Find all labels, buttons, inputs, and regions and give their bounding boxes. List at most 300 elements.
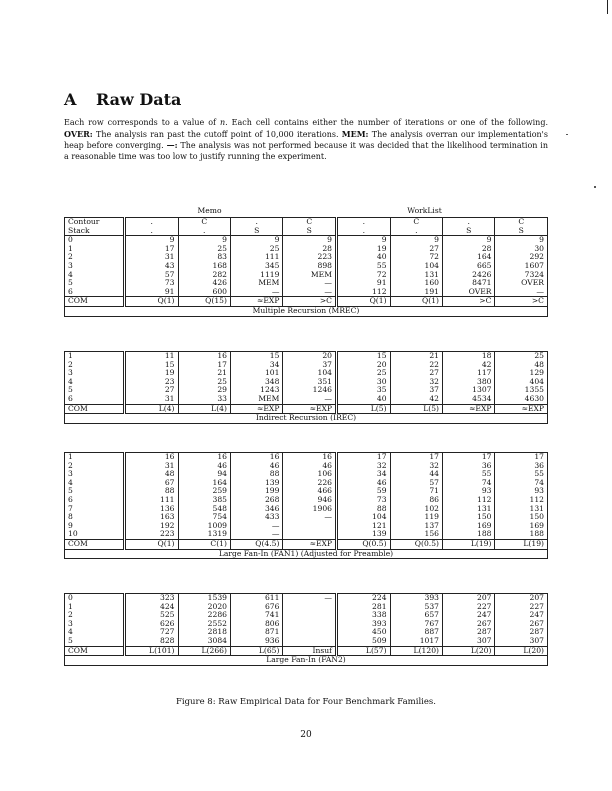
- cell: 72: [337, 271, 391, 280]
- cell: 2552: [178, 620, 230, 629]
- cell: 767: [390, 620, 442, 629]
- cell: 28: [283, 245, 337, 254]
- cell: 9: [390, 236, 442, 245]
- cell: 611: [230, 594, 282, 603]
- group-header-row: [64, 207, 548, 216]
- cell: 160: [390, 279, 442, 288]
- cell: 537: [390, 603, 442, 612]
- table-row: [65, 611, 548, 620]
- cell: 25: [230, 245, 282, 254]
- cell: 22: [390, 361, 442, 370]
- table-mrec-body: [64, 217, 548, 317]
- cell: 466: [283, 487, 337, 496]
- cell: 106: [283, 470, 337, 479]
- cell: 164: [178, 479, 230, 488]
- table-caption-row: [65, 414, 548, 424]
- cell: 323: [124, 594, 178, 603]
- row-label: 3: [65, 262, 125, 271]
- header-row-stack: Stack . . S S . . S S: [65, 227, 548, 236]
- cell: 227: [443, 603, 495, 612]
- cell: 380: [443, 378, 495, 387]
- cell: ≈EXP: [443, 404, 495, 414]
- scan-speck: [594, 186, 596, 188]
- cell: 727: [124, 628, 178, 637]
- cell: 348: [230, 378, 282, 387]
- cell: 46: [230, 462, 282, 471]
- group-worklist: WorkList: [407, 206, 442, 215]
- cell: 1539: [178, 594, 230, 603]
- cell: ≈EXP: [283, 539, 337, 549]
- cell: 665: [443, 262, 495, 271]
- cell: 55: [495, 470, 548, 479]
- row-label: COM: [65, 404, 125, 414]
- cell: 29: [178, 386, 230, 395]
- cell: 27: [124, 386, 178, 395]
- cell: 223: [124, 530, 178, 539]
- table-row: [65, 395, 548, 404]
- table-caption-row: [65, 656, 548, 666]
- row-label: 4: [65, 271, 125, 280]
- cell: 450: [337, 628, 391, 637]
- cell: 15: [230, 352, 282, 361]
- cell: >C: [283, 297, 337, 307]
- mem-term: MEM:: [341, 128, 369, 139]
- cell: 150: [495, 513, 548, 522]
- cell: 17: [390, 453, 442, 462]
- cell: 44: [390, 470, 442, 479]
- cell: 104: [390, 262, 442, 271]
- cell: 93: [443, 487, 495, 496]
- table-caption: Multiple Recursion (MREC): [65, 306, 548, 316]
- cell: 15: [124, 361, 178, 370]
- cell: 1119: [230, 271, 282, 280]
- cell: 136: [124, 505, 178, 514]
- cell: 74: [495, 479, 548, 488]
- table-caption-row: [65, 549, 548, 559]
- cell: Q(15): [178, 297, 230, 307]
- cell: 36: [443, 462, 495, 471]
- row-label: 5: [65, 386, 125, 395]
- cell: 393: [390, 594, 442, 603]
- cell: 247: [495, 611, 548, 620]
- cell: 2286: [178, 611, 230, 620]
- cell: 30: [495, 245, 548, 254]
- cell: [283, 637, 337, 646]
- cell: 121: [337, 522, 391, 531]
- cell: 46: [283, 462, 337, 471]
- row-label: 0: [65, 236, 125, 245]
- cell: 55: [443, 470, 495, 479]
- cell: 37: [390, 386, 442, 395]
- cell: 40: [337, 253, 391, 262]
- cell: 307: [443, 637, 495, 646]
- cell: 1307: [443, 386, 495, 395]
- cell: 191: [390, 288, 442, 297]
- cell: 20: [283, 352, 337, 361]
- intro-paragraph: Each row corresponds to a value of n. Each cell contains either the number of iterations or one of the following. OVER: The analysis ran past the cutoff point of 10,000 iterations. MEM: The analysis overran our implementation's heap before converging. —: The analysis was not performed because it was decided that the likelihood termination in a reasonable time was too low to justify running the experiment.: [64, 118, 549, 161]
- cell: 8471: [443, 279, 495, 288]
- cell: Q(1): [124, 297, 178, 307]
- cell: Q(0.5): [337, 539, 391, 549]
- cell: 525: [124, 611, 178, 620]
- cell: 267: [495, 620, 548, 629]
- page-number: 20: [300, 730, 312, 740]
- cell: 112: [495, 496, 548, 505]
- cell: 199: [230, 487, 282, 496]
- cell: 169: [495, 522, 548, 531]
- cell: 247: [443, 611, 495, 620]
- cell: 72: [390, 253, 442, 262]
- cell: 259: [178, 487, 230, 496]
- cell: 25: [178, 245, 230, 254]
- cell: 828: [124, 637, 178, 646]
- cell: 871: [230, 628, 282, 637]
- cell: 74: [443, 479, 495, 488]
- cell: 1009: [178, 522, 230, 531]
- com-row: [65, 539, 548, 549]
- row-label: 1: [65, 603, 125, 612]
- cell: 424: [124, 603, 178, 612]
- cell: —: [230, 288, 282, 297]
- table-row: [65, 637, 548, 646]
- cell: —: [230, 530, 282, 539]
- cell: 1906: [283, 505, 337, 514]
- table-fan1: [64, 452, 548, 559]
- row-label: 9: [65, 522, 125, 531]
- table-row: [65, 522, 548, 531]
- page-edge-mark: [607, 0, 608, 14]
- cell: 4534: [443, 395, 495, 404]
- cell: —: [283, 279, 337, 288]
- cell: Q(0.5): [390, 539, 442, 549]
- cell: L(65): [230, 646, 282, 656]
- com-row: [65, 297, 548, 307]
- cell: 17: [337, 453, 391, 462]
- cell: 42: [443, 361, 495, 370]
- cell: —: [495, 288, 548, 297]
- cell: 946: [283, 496, 337, 505]
- cell: OVER: [443, 288, 495, 297]
- cell: 129: [495, 369, 548, 378]
- cell: 1243: [230, 386, 282, 395]
- cell: MEM: [283, 271, 337, 280]
- cell: 131: [495, 505, 548, 514]
- table-row: [65, 352, 548, 361]
- cell: 88: [337, 505, 391, 514]
- cell: L(5): [390, 404, 442, 414]
- cell: 16: [178, 352, 230, 361]
- cell: 91: [337, 279, 391, 288]
- cell: 67: [124, 479, 178, 488]
- cell: 16: [283, 453, 337, 462]
- cell: 25: [178, 378, 230, 387]
- cell: [283, 603, 337, 612]
- cell: 267: [443, 620, 495, 629]
- table-row: [65, 479, 548, 488]
- cell: 9: [230, 236, 282, 245]
- cell: 404: [495, 378, 548, 387]
- cell: 150: [443, 513, 495, 522]
- cell: 111: [124, 496, 178, 505]
- cell: ≈EXP: [283, 404, 337, 414]
- cell: 73: [337, 496, 391, 505]
- cell: —: [283, 288, 337, 297]
- cell: 33: [178, 395, 230, 404]
- cell: 137: [390, 522, 442, 531]
- cell: [283, 611, 337, 620]
- cell: L(5): [337, 404, 391, 414]
- cell: 11: [124, 352, 178, 361]
- cell: 188: [495, 530, 548, 539]
- cell: L(4): [178, 404, 230, 414]
- cell: 37: [283, 361, 337, 370]
- cell: [283, 522, 337, 531]
- row-label: COM: [65, 646, 125, 656]
- row-label: 6: [65, 288, 125, 297]
- cell: 9: [443, 236, 495, 245]
- row-label: 3: [65, 620, 125, 629]
- table-row: [65, 253, 548, 262]
- table-row: [65, 496, 548, 505]
- cell: 48: [124, 470, 178, 479]
- cell: 21: [178, 369, 230, 378]
- table-row: [65, 620, 548, 629]
- table-row: [65, 462, 548, 471]
- cell: —: [230, 522, 282, 531]
- cell: 287: [495, 628, 548, 637]
- cell: 16: [124, 453, 178, 462]
- table-row: [65, 453, 548, 462]
- cell: 192: [124, 522, 178, 531]
- cell: 741: [230, 611, 282, 620]
- cell: Q(1): [390, 297, 442, 307]
- cell: 57: [124, 271, 178, 280]
- cell: L(266): [178, 646, 230, 656]
- cell: 169: [443, 522, 495, 531]
- cell: 2818: [178, 628, 230, 637]
- cell: 657: [390, 611, 442, 620]
- cell: 1017: [390, 637, 442, 646]
- row-label: 10: [65, 530, 125, 539]
- header-row-contour: Contour . C . C . C . C: [65, 218, 548, 227]
- cell: 1319: [178, 530, 230, 539]
- cell: 117: [443, 369, 495, 378]
- cell: 9: [124, 236, 178, 245]
- table-row: [65, 513, 548, 522]
- cell: 34: [337, 470, 391, 479]
- cell: 345: [230, 262, 282, 271]
- table-irec: [64, 351, 548, 424]
- cell: 57: [390, 479, 442, 488]
- cell: 509: [337, 637, 391, 646]
- cell: 224: [337, 594, 391, 603]
- row-label: COM: [65, 297, 125, 307]
- cell: —: [283, 513, 337, 522]
- cell: 18: [443, 352, 495, 361]
- cell: 17: [443, 453, 495, 462]
- over-term: OVER:: [64, 128, 93, 139]
- cell: 548: [178, 505, 230, 514]
- cell: 111: [230, 253, 282, 262]
- cell: MEM: [230, 279, 282, 288]
- row-label: 5: [65, 637, 125, 646]
- cell: 104: [283, 369, 337, 378]
- cell: 9: [283, 236, 337, 245]
- cell: 754: [178, 513, 230, 522]
- cell: L(120): [390, 646, 442, 656]
- cell: 2020: [178, 603, 230, 612]
- cell: 385: [178, 496, 230, 505]
- cell: 94: [178, 470, 230, 479]
- cell: >C: [443, 297, 495, 307]
- row-label: 1: [65, 352, 125, 361]
- cell: 1355: [495, 386, 548, 395]
- cell: L(20): [495, 646, 548, 656]
- cell: 93: [495, 487, 548, 496]
- section-heading: [64, 90, 181, 109]
- cell: 287: [443, 628, 495, 637]
- cell: —: [283, 594, 337, 603]
- cell: 34: [230, 361, 282, 370]
- cell: L(101): [124, 646, 178, 656]
- row-label: COM: [65, 539, 125, 549]
- cell: 23: [124, 378, 178, 387]
- cell: 32: [390, 378, 442, 387]
- cell: 31: [124, 395, 178, 404]
- cell: Q(4.5): [230, 539, 282, 549]
- cell: 3084: [178, 637, 230, 646]
- cell: ≈EXP: [230, 404, 282, 414]
- cell: 223: [283, 253, 337, 262]
- scan-speck: [566, 134, 568, 135]
- cell: OVER: [495, 279, 548, 288]
- row-label: 7: [65, 505, 125, 514]
- cell: ≈EXP: [495, 404, 548, 414]
- cell: 9: [337, 236, 391, 245]
- cell: 91: [124, 288, 178, 297]
- cell: 163: [124, 513, 178, 522]
- table-row: [65, 603, 548, 612]
- table-row: [65, 505, 548, 514]
- cell: 7324: [495, 271, 548, 280]
- cell: 887: [390, 628, 442, 637]
- cell: 207: [495, 594, 548, 603]
- cell: 71: [390, 487, 442, 496]
- row-label: 6: [65, 395, 125, 404]
- cell: 17: [178, 361, 230, 370]
- cell: 83: [178, 253, 230, 262]
- cell: Insuf: [283, 646, 337, 656]
- cell: 46: [178, 462, 230, 471]
- table-caption: Large Fan-In (FAN2): [65, 656, 548, 666]
- cell: L(4): [124, 404, 178, 414]
- cell: 164: [443, 253, 495, 262]
- cell: —: [283, 395, 337, 404]
- cell: 281: [337, 603, 391, 612]
- group-memo: Memo: [197, 206, 222, 215]
- cell: 101: [230, 369, 282, 378]
- row-label: 4: [65, 628, 125, 637]
- cell: 27: [390, 245, 442, 254]
- cell: 393: [337, 620, 391, 629]
- cell: 307: [495, 637, 548, 646]
- cell: 119: [390, 513, 442, 522]
- dash-term: —:: [166, 140, 178, 150]
- cell: 168: [178, 262, 230, 271]
- cell: 227: [495, 603, 548, 612]
- table-row: [65, 369, 548, 378]
- cell: 4630: [495, 395, 548, 404]
- cell: 43: [124, 262, 178, 271]
- cell: 32: [390, 462, 442, 471]
- cell: 104: [337, 513, 391, 522]
- section-title: Raw Data: [96, 90, 182, 109]
- cell: 27: [390, 369, 442, 378]
- cell: 131: [390, 271, 442, 280]
- cell: 28: [443, 245, 495, 254]
- cell: ≈EXP: [230, 297, 282, 307]
- cell: 31: [124, 253, 178, 262]
- cell: 48: [495, 361, 548, 370]
- cell: 9: [495, 236, 548, 245]
- row-label: 6: [65, 496, 125, 505]
- cell: 40: [337, 395, 391, 404]
- cell: 46: [337, 479, 391, 488]
- cell: 21: [390, 352, 442, 361]
- cell: 102: [390, 505, 442, 514]
- cell: 426: [178, 279, 230, 288]
- row-label: 3: [65, 369, 125, 378]
- cell: C(1): [178, 539, 230, 549]
- table-fan2: [64, 593, 548, 666]
- cell: 42: [390, 395, 442, 404]
- cell: MEM: [230, 395, 282, 404]
- cell: 19: [337, 245, 391, 254]
- row-label: 4: [65, 479, 125, 488]
- cell: 676: [230, 603, 282, 612]
- cell: >C: [495, 297, 548, 307]
- cell: 626: [124, 620, 178, 629]
- row-label: 2: [65, 253, 125, 262]
- cell: 1607: [495, 262, 548, 271]
- row-label: 2: [65, 361, 125, 370]
- table-caption-row: [65, 306, 548, 316]
- cell: 207: [443, 594, 495, 603]
- row-label: 0: [65, 594, 125, 603]
- cell: 20: [337, 361, 391, 370]
- cell: 59: [337, 487, 391, 496]
- table-row: [65, 628, 548, 637]
- cell: 936: [230, 637, 282, 646]
- cell: 2426: [443, 271, 495, 280]
- cell: 17: [495, 453, 548, 462]
- table-row: [65, 236, 548, 245]
- cell: 9: [178, 236, 230, 245]
- row-label: 1: [65, 245, 125, 254]
- cell: 112: [443, 496, 495, 505]
- cell: 32: [337, 462, 391, 471]
- cell: 806: [230, 620, 282, 629]
- cell: 73: [124, 279, 178, 288]
- row-label: 2: [65, 462, 125, 471]
- cell: 131: [443, 505, 495, 514]
- cell: 30: [337, 378, 391, 387]
- row-label: 2: [65, 611, 125, 620]
- cell: 338: [337, 611, 391, 620]
- cell: [283, 620, 337, 629]
- cell: 86: [390, 496, 442, 505]
- cell: 226: [283, 479, 337, 488]
